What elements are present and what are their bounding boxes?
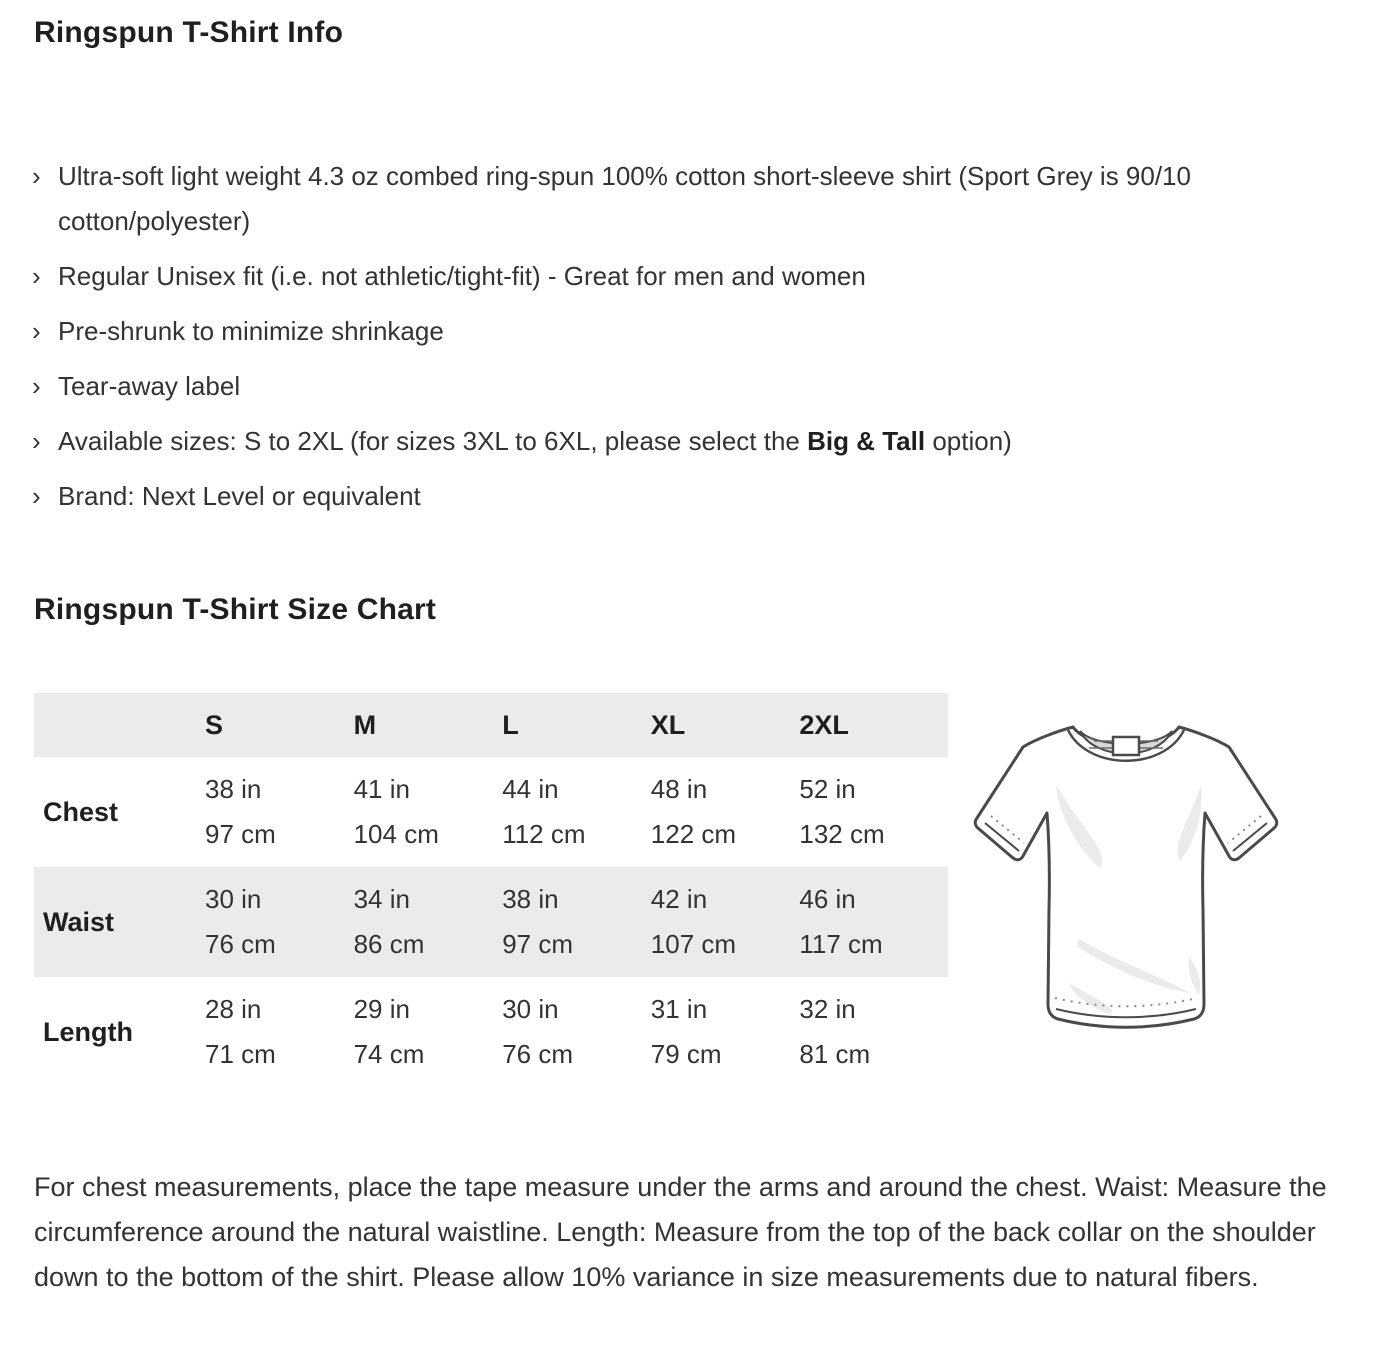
feature-text: Brand: Next Level or equivalent: [58, 481, 421, 511]
measurement-cell: 41 in 104 cm: [353, 774, 439, 849]
feature-text-bold: Big & Tall: [807, 426, 926, 456]
size-column-header: M: [353, 709, 377, 740]
feature-item: [34, 154, 1347, 244]
measurement-cell: 52 in 132 cm: [799, 774, 885, 849]
measurement-cell: 42 in 107 cm: [650, 884, 737, 959]
measurement-cell: 31 in 79 cm: [650, 994, 722, 1069]
size-chart-corner-cell: [34, 693, 205, 757]
measurement-cell: 46 in 117 cm: [799, 884, 883, 959]
bullet-icon: ›: [32, 481, 41, 511]
bullet-icon: ›: [32, 316, 41, 346]
size-column-header: L: [502, 709, 519, 740]
measurement-cell: 29 in 74 cm: [353, 994, 425, 1069]
size-chart-header-row: [34, 693, 948, 757]
measurement-cell: 32 in 81 cm: [799, 994, 871, 1069]
measurement-cell: 38 in 97 cm: [502, 884, 573, 959]
row-label: Waist: [43, 906, 115, 937]
size-column-header: 2XL: [799, 709, 849, 740]
size-chart-title: Ringspun T-Shirt Size Chart: [34, 593, 437, 626]
feature-item: [34, 254, 1347, 299]
row-label: Chest: [43, 796, 119, 827]
bullet-icon: ›: [32, 426, 41, 456]
feature-text: Pre-shrunk to minimize shrinkage: [58, 316, 444, 346]
feature-text: Regular Unisex fit (i.e. not athletic/tight-fit) - Great for men and women: [58, 261, 866, 291]
measurement-cell: 28 in 71 cm: [205, 994, 276, 1069]
size-column-header: XL: [650, 709, 686, 740]
measurement-cell: 30 in 76 cm: [502, 994, 573, 1069]
measurement-cell: 30 in 76 cm: [205, 884, 276, 959]
feature-item: [34, 474, 1347, 519]
feature-item: [34, 419, 1347, 464]
bullet-icon: ›: [32, 261, 41, 291]
tshirt-icon: [960, 687, 1292, 1059]
measurement-cell: 38 in 97 cm: [205, 774, 276, 849]
feature-text: Available sizes: S to 2XL (for sizes 3XL to 6XL, please select the: [58, 426, 808, 456]
bullet-icon: ›: [32, 161, 41, 191]
measurement-note: For chest measurements, place the tape measure under the arms and around the chest. Waist: Measure the circumference around the natural waistline. Length: Measure from the top of the back collar on the shoulder down to the bottom of the shirt. Please allow 10% variance in size measurements due to natural fibers.: [34, 1172, 1327, 1292]
feature-list: [34, 154, 1347, 519]
size-column-header: S: [205, 709, 224, 740]
size-chart-table: [34, 693, 948, 1087]
feature-text: Ultra-soft light weight 4.3 oz combed ring-spun 100% cotton short-sleeve shirt (Sport Grey is 90/10 cotton/polyester): [58, 161, 1191, 236]
page-title: Ringspun T-Shirt Info: [34, 16, 344, 49]
bullet-icon: ›: [32, 371, 41, 401]
table-row-chest: [34, 757, 948, 867]
measurement-cell: 34 in 86 cm: [353, 884, 425, 959]
feature-text-post: option): [925, 426, 1012, 456]
row-label: Length: [43, 1016, 133, 1047]
feature-item: [34, 364, 1347, 409]
tshirt-illustration: [960, 687, 1292, 1064]
measurement-cell: 44 in 112 cm: [502, 774, 586, 849]
feature-text: Tear-away label: [58, 371, 241, 401]
size-chart-row: [34, 693, 1347, 1087]
measurement-cell: 48 in 122 cm: [650, 774, 737, 849]
feature-item: [34, 309, 1347, 354]
table-row-length: [34, 977, 948, 1087]
table-row-waist: [34, 867, 948, 977]
